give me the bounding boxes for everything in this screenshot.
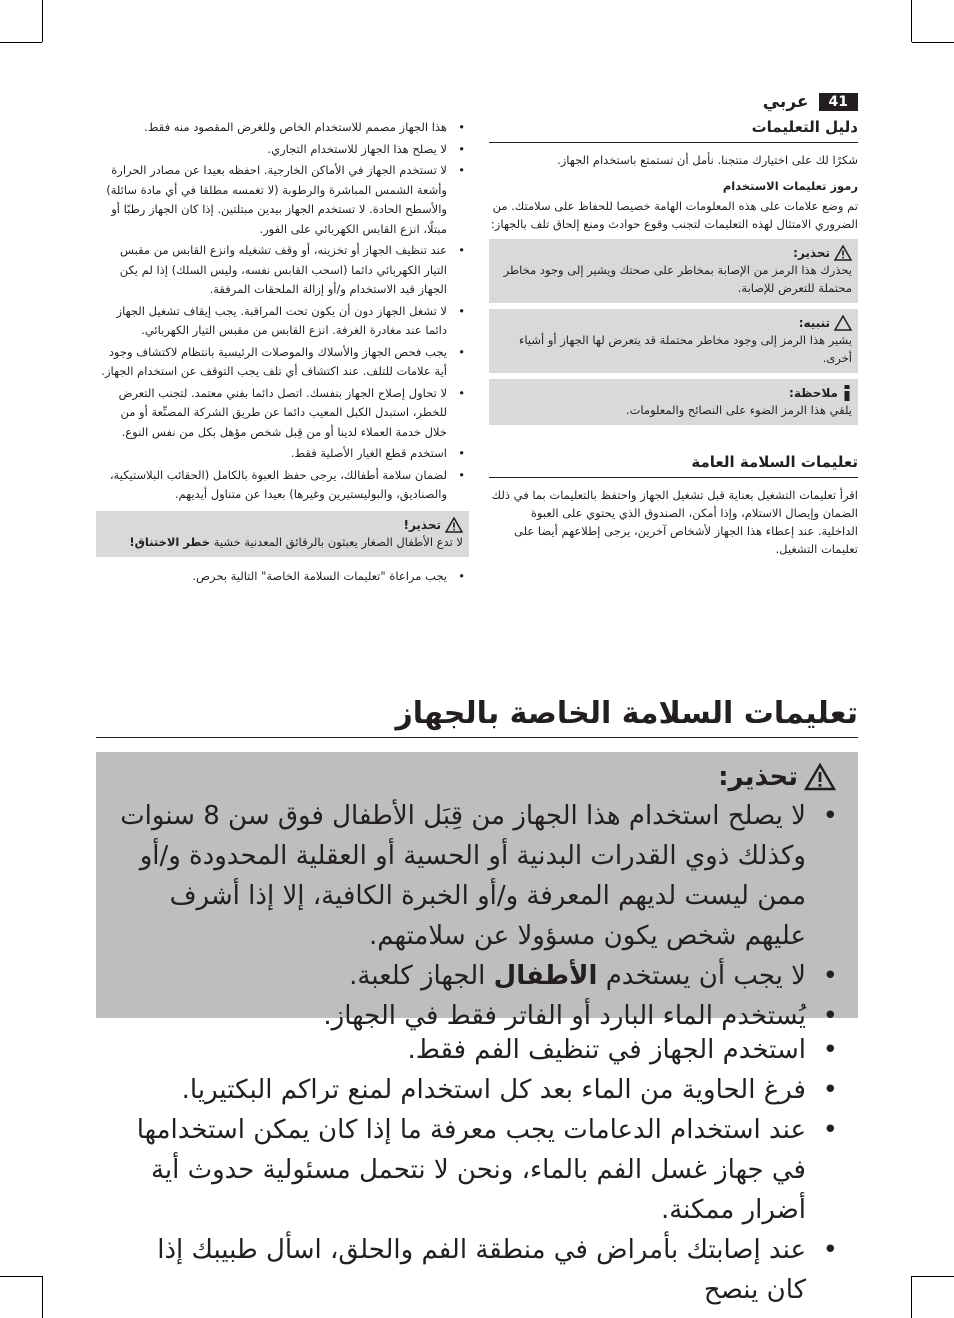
special-safety-list [96, 1030, 858, 1310]
list-item-post: الجهاز كلعبة. [349, 961, 486, 991]
list-item: • يُستخدم الماء البارد أو الفاتر فقط في الجهاز. [116, 996, 858, 1036]
info-icon [842, 385, 852, 401]
caution-title: تنبيه: [798, 316, 830, 330]
child-warning-box [96, 752, 858, 1031]
warning-triangle-icon [445, 517, 463, 533]
general-safety-title: تعليمات السلامة العامة [489, 453, 858, 478]
child-warning-list [96, 796, 858, 1036]
safety-bullet-list [96, 118, 469, 505]
list-item: • يجب فحص الجهاز والأسلاك والموصلات الرئيسية بانتظام لاكتشاف وجود أية علامات للتلف. عند اكتشاف أي تلف يجب التوقف عن استخدام الجهاز. [96, 343, 469, 382]
special-safety-title: تعليمات السلامة الخاصة بالجهاز [96, 696, 858, 738]
child-warning-title: تحذير: [718, 762, 798, 792]
page-header [763, 92, 858, 112]
caution-triangle-icon [834, 315, 852, 331]
list-item: • لا يصلح استخدام هذا الجهاز من قِبَل الأطفال فوق سن 8 سنوات وكذلك ذوي القدرات البدنية أو الحسية أو العقلية المحدودة و/أو ممن ليست لديهم المعرفة و/أو الخبرة الكافية، إلا إذا أشرف عليهم شخص يكون مسؤولا عن سلامتهم. [116, 796, 858, 956]
guide-intro: شكرًا لك على اختيارك منتجنا. نأمل أن تستمتع باستخدام الجهاز. [557, 153, 858, 167]
list-item: • عند إصابتك بأمراض في منطقة الفم والحلق، اسأل طبيبك إذا كان ينصح [116, 1230, 858, 1310]
caution-text: يشير هذا الرمز إلى وجود مخاطر محتملة قد يتعرض لها الجهاز أو أشياء أخرى. [518, 333, 852, 365]
list-item: • فرغ الحاوية من الماء بعد كل استخدام لمنع تراكم البكتيريا. [116, 1070, 858, 1110]
warning-title: تحذير: [793, 246, 830, 260]
crop-mark [0, 42, 42, 43]
list-item-pre: لا يجب أن يستخدم [605, 961, 806, 991]
warning-triangle-icon [834, 245, 852, 261]
list-item: • عند استخدام الدعامات يجب معرفة ما إذا كان يمكن استخدامها في جهاز غسل الفم بالماء، ونحن لا نتحمل مسئولية حدوث أية أضرار ممكنة. [116, 1110, 858, 1230]
crop-mark [42, 1276, 43, 1318]
list-item: • لا تشغل الجهاز دون أن يكون تحت المراقبة. يجب إيقاف تشغيل الجهاز دائما عند مغادرة الغرفة. انزع القابس من مقبس التيار الكهربائي. [96, 302, 469, 341]
crop-mark [912, 1276, 954, 1277]
list-item: • لا يصلح هذا الجهاز للاستخدام التجاري. [96, 140, 469, 160]
general-safety-text: اقرأ تعليمات التشغيل بعناية قبل تشغيل الجهاز واحتفظ بالتعليمات بما في ذلك الضمان وإيصال الاستلام، وإذا أمكن، الصندوق الذي يحتوي على العبوة الداخلية. عند إعطاء هذا الجهاز لأشخاص آخرين، يرجى إطلاعهم أيضا على تعليمات التشغيل. [491, 488, 858, 556]
list-item-bold: الأطفال [493, 961, 598, 991]
crop-mark [42, 0, 43, 42]
list-item: • لا تستخدم الجهاز في الأماكن الخارجية. احفظه بعيدا عن مصادر الحرارة وأشعة الشمس المباشرة والرطوبة (لا تغمسه مطلقا في أي مادة سائلة) والأسطح الحادة. لا تستخدم الجهاز بيدين مبتلتين. إذا كان الجهاز رطبًا أو مبتلًا، انزع القابس الكهربائي على الفور. [96, 161, 469, 239]
suffocation-warning-box [96, 511, 469, 557]
note-text: يلقي هذا الرمز الضوء على النصائح والمعلومات. [625, 403, 852, 417]
symbols-text: تم وضع علامات على هذه المعلومات الهامة خصيصا للحفاظ على سلامتك. من الضروري الامتثال لهذه التعليمات لتجنب وقوع حوادث ومنع إلحاق تلف بالجهاز: [490, 199, 858, 231]
list-item: • استخدم الجهاز في تنظيف الفم فقط. [116, 1030, 858, 1070]
list-item: • عند تنظيف الجهاز أو تخزينه، أو وقف تشغيله وانزع القابس من مقبس التيار الكهربائي دائما (اسحب القابس نفسه، وليس السلك) إذا لم يكن الجهاز قيد الاستخدام و/أو إزالة الملحقات المرفقة. [96, 241, 469, 300]
language-label: عربي [762, 92, 809, 112]
suffocation-warning-text-1: لا تدع الأطفال الصغار يعبثون بالرقائق المعدنية خشية [213, 534, 463, 549]
list-item: • يجب مراعاة "تعليمات السلامة الخاصة" التالية بحرص. [96, 567, 469, 587]
list-item: • استخدم قطع الغيار الأصلية فقط. [96, 444, 469, 464]
caution-box [489, 309, 858, 373]
warning-box [489, 239, 858, 303]
special-instructions-bullet [96, 567, 469, 587]
symbols-title: رموز تعليمات الاستخدام [722, 179, 858, 193]
list-item: • لضمان سلامة أطفالك، يرجى حفظ العبوة بالكامل (الحقائب البلاستيكية، والصناديق، والبوليستيرين وغيرها) بعيدا عن متناول أيديهم. [96, 466, 469, 505]
crop-mark [0, 1276, 42, 1277]
list-item: • لا تحاول إصلاح الجهاز بنفسك. اتصل دائما بفني معتمد. لتجنب التعرض للخطر، استبدل الكبل المعيب دائما عن طريق الشركة المصنِّعة أو من خلال خدمة العملاء لدينا أو من قِبل شخص مؤهل بكل من نفس النوع. [96, 384, 469, 443]
page-number: 41 [819, 93, 858, 111]
warning-text: يحذرك هذا الرمز من الإصابة بمخاطر على صحتك ويشير إلى وجود مخاطر محتملة للتعرض للإصابة. [503, 263, 852, 295]
suffocation-warning-bold: خطر الاختناق! [129, 534, 211, 549]
suffocation-warning-text [102, 533, 463, 551]
suffocation-warning-title: تحذير! [403, 517, 441, 532]
list-item [116, 956, 858, 996]
crop-mark [911, 1276, 912, 1318]
safety-bullets-column [96, 118, 469, 588]
guide-title: دليل التعليمات [489, 118, 858, 143]
crop-mark [911, 0, 912, 42]
list-item: • هذا الجهاز مصمم للاستخدام الخاص وللغرض المقصود منه فقط. [96, 118, 469, 138]
note-box [489, 379, 858, 425]
guide-column [489, 118, 858, 564]
warning-triangle-icon [804, 763, 836, 791]
crop-mark [912, 42, 954, 43]
note-title: ملاحظة: [789, 386, 838, 400]
